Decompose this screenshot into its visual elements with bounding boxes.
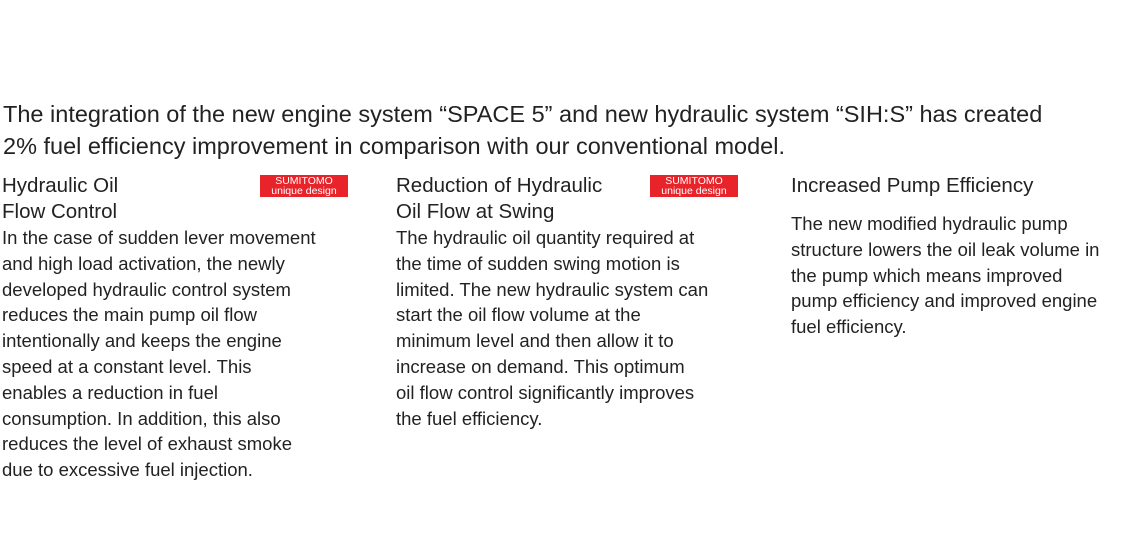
badge-line-1: SUMITOMO	[275, 174, 333, 187]
feature-description: The new modified hydraulic pump structure lowers the oil leak volume in the pump which means improved pump efficiency and improved engine fuel efficiency.	[791, 213, 1100, 338]
sumitomo-unique-design-badge	[260, 175, 348, 197]
feature-title: Reduction of Hydraulic Oil Flow at Swing	[396, 174, 603, 223]
feature-column-reduction-of-hydraulic-oil-flow	[396, 173, 756, 431]
badge-line-2: unique design	[271, 184, 337, 197]
feature-title: Increased Pump Efficiency	[791, 174, 1034, 197]
feature-header	[2, 173, 357, 225]
intro-paragraph: The integration of the new engine system “SPACE 5” and new hydraulic system “SIH:S” has created 2% fuel efficiency improvement in comparison with our conventional model.	[3, 100, 1043, 159]
feature-column-increased-pump-efficiency	[791, 173, 1140, 340]
feature-header	[396, 173, 756, 225]
sumitomo-unique-design-badge	[650, 175, 738, 197]
feature-description: In the case of sudden lever movement and high load activation, the newly developed hydraulic control system reduces the main pump oil flow intentionally and keeps the engine speed at a constant level. This enables a reduction in fuel consumption. In addition, this also reduces the level of exhaust smoke due to excessive fuel injection.	[2, 227, 316, 481]
feature-header	[791, 173, 1140, 211]
feature-description: The hydraulic oil quantity required at the time of sudden swing motion is limited. The new hydraulic system can start the oil flow volume at the minimum level and then allow it to increase on demand. This optimum oil flow control significantly improves the fuel efficiency.	[396, 227, 709, 429]
badge-line-1: SUMITOMO	[665, 174, 723, 187]
badge-line-2: unique design	[661, 184, 727, 197]
feature-title: Hydraulic Oil Flow Control	[2, 174, 119, 223]
feature-column-hydraulic-oil-flow-control	[2, 173, 357, 483]
